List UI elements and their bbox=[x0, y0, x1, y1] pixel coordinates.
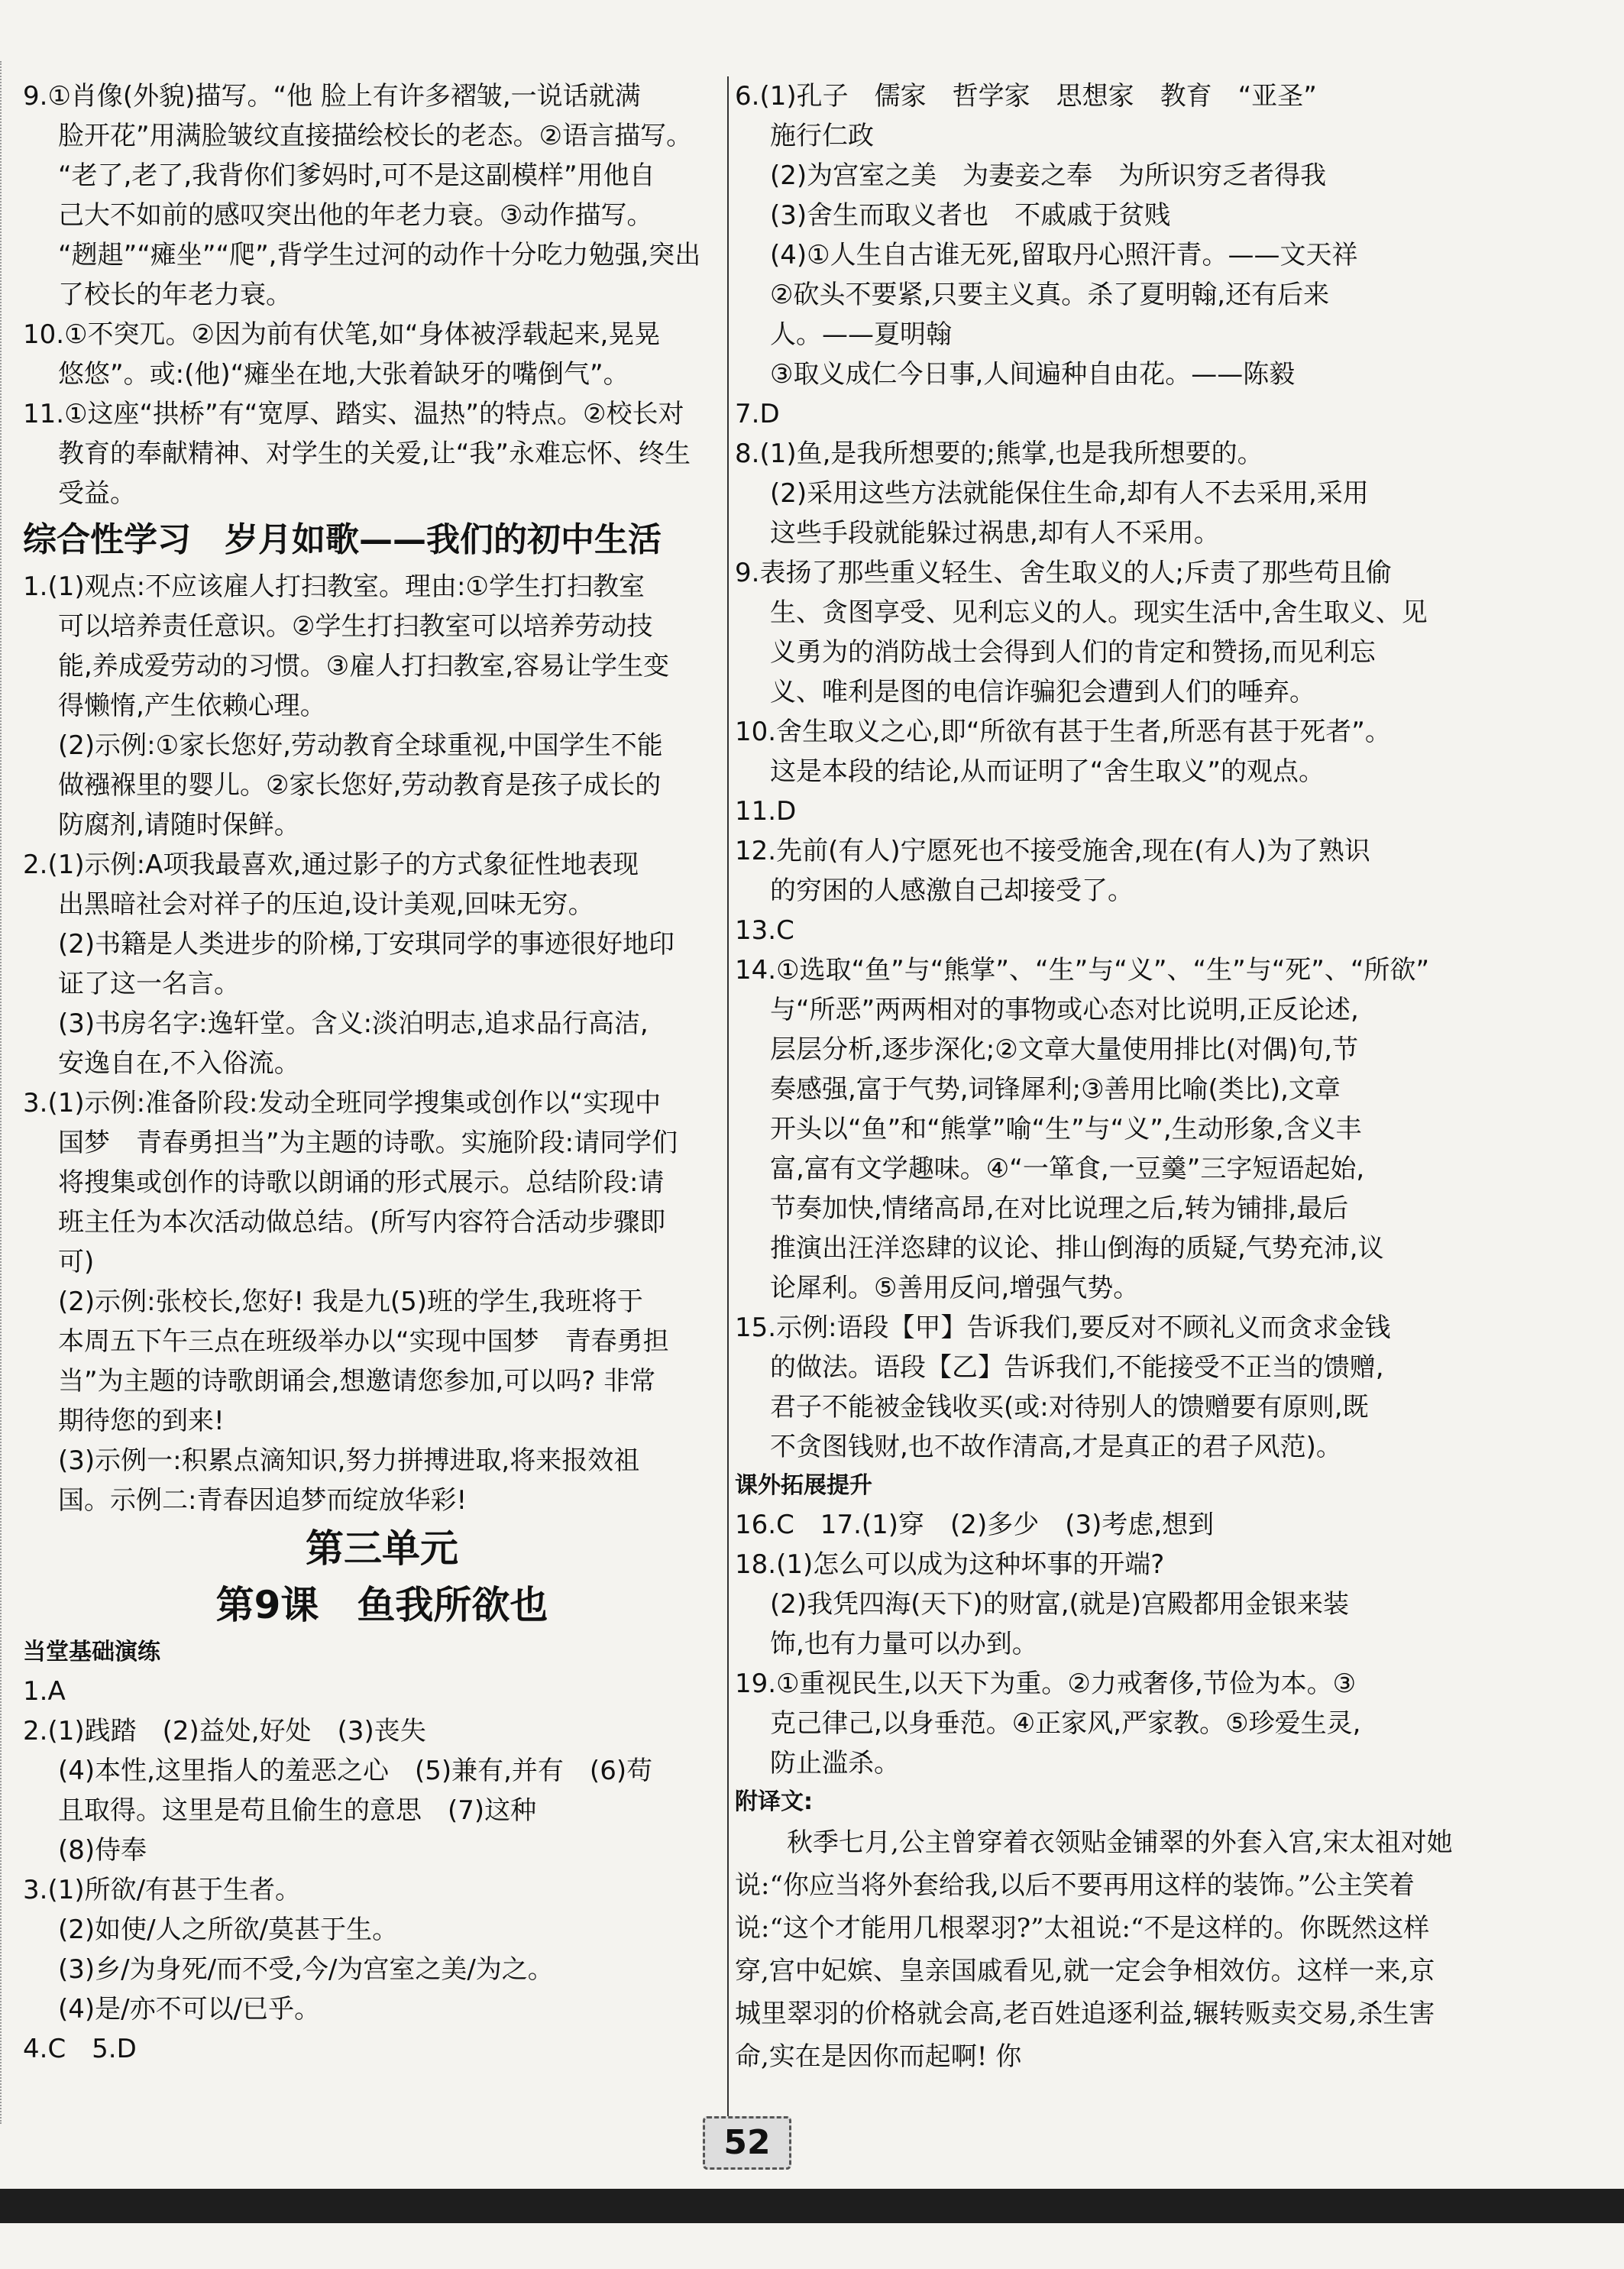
answer-r10 bbox=[735, 712, 1453, 791]
subsection-heading: 当堂基础演练 bbox=[23, 1639, 160, 1665]
answer-r8 bbox=[735, 434, 1453, 553]
text-line: 层层分析,逐步深化;②文章大量使用排比(对偶)句,节 bbox=[770, 1034, 1359, 1065]
text-line: 证了这一名言。 bbox=[58, 969, 240, 999]
text-line: 防止滥杀。 bbox=[770, 1748, 900, 1779]
text-line: 13.C bbox=[735, 915, 794, 946]
answer-r18 bbox=[735, 1545, 1453, 1664]
text-line: 当”为主题的诗歌朗诵会,想邀请您参加,可以吗? 非常 bbox=[58, 1366, 656, 1397]
text-line: 本周五下午三点在班级举办以“实现中国梦 青春勇担 bbox=[58, 1326, 669, 1357]
translation-text: 秋季七月,公主曾穿着衣领贴金铺翠的外套入宫,宋太祖对她说:“你应当将外套给我,以后不要再用这样的装饰。”公主笑着说:“这个才能用几根翠羽?”太祖说:“不是这样的。你既然这样穿,宫中妃嫔、皇亲国戚看见,就一定会争相效仿。这样一来,京城里翠羽的价格就会高,老百姓追逐利益,辗转贩卖交易,杀生害命,实在是因你而起啊! 你 bbox=[735, 1827, 1453, 2072]
text-line: 教育的奉献精神、对学生的关爱,让“我”永难忘怀、终生 bbox=[58, 439, 691, 469]
text-line: 14.①选取“鱼”与“熊掌”、“生”与“义”、“生”与“死”、“所欲” bbox=[735, 955, 1430, 986]
text-line: 开头以“鱼”和“熊掌”喻“生”与“义”,生动形象,含义丰 bbox=[770, 1114, 1362, 1144]
text-line: (2)如使/人之所欲/莫甚于生。 bbox=[58, 1915, 399, 1945]
text-line: (2)采用这些方法就能保住生命,却有人不去采用,采用 bbox=[770, 478, 1369, 509]
text-line: 克己律己,以身垂范。④正家风,严家教。⑤珍爱生灵, bbox=[770, 1708, 1361, 1739]
text-line: 10.舍生取义之心,即“所欲有甚于生者,所恶有甚于死者”。 bbox=[735, 717, 1391, 747]
text-line: (3)书房名字:逸轩堂。含义:淡泊明志,追求品行高洁, bbox=[58, 1008, 649, 1039]
text-line: ②砍头不要紧,只要主义真。杀了夏明翰,还有后来 bbox=[770, 280, 1330, 310]
answer-s3 bbox=[23, 1083, 741, 1520]
text-line: 16.C 17.(1)穿 (2)多少 (3)考虑,想到 bbox=[735, 1510, 1215, 1540]
answer-r15 bbox=[735, 1308, 1453, 1467]
text-line: 能,养成爱劳动的习惯。③雇人打扫教室,容易让学生变 bbox=[58, 651, 670, 681]
text-line: 生、贪图享受、见利忘义的人。现实生活中,舍生取义、见 bbox=[770, 597, 1428, 628]
answer-r6 bbox=[735, 76, 1453, 394]
text-line: 防腐剂,请随时保鲜。 bbox=[58, 810, 300, 840]
text-line: “老了,老了,我背你们爹妈时,可不是这副模样”用他自 bbox=[58, 160, 655, 191]
text-line: 的穷困的人感激自己却接受了。 bbox=[770, 876, 1134, 906]
text-line: 这是本段的结论,从而证明了“舍生取义”的观点。 bbox=[770, 756, 1325, 787]
text-line: 11.D bbox=[735, 796, 797, 827]
text-line: 节奏加快,情绪高昂,在对比说理之后,转为铺排,最后 bbox=[770, 1193, 1349, 1224]
text-line: 7.D bbox=[735, 399, 780, 429]
right-column bbox=[735, 76, 1453, 2078]
text-line: (8)侍奉 bbox=[58, 1835, 147, 1866]
text-line: 与“所恶”两两相对的事物或心态对比说明,正反论述, bbox=[770, 995, 1359, 1025]
text-line: 受益。 bbox=[58, 478, 136, 509]
text-line: 8.(1)鱼,是我所想要的;熊掌,也是我所想要的。 bbox=[735, 439, 1263, 469]
text-line: 18.(1)怎么可以成为这种坏事的开端? bbox=[735, 1549, 1165, 1580]
text-line: (3)示例一:积累点滴知识,努力拼搏进取,将来报效祖 bbox=[58, 1445, 640, 1476]
text-line: 1.A bbox=[23, 1676, 66, 1707]
subsection-heading: 课外拓展提升 bbox=[735, 1472, 872, 1499]
text-line: 奏感强,富于气势,词锋犀利;③善用比喻(类比),文章 bbox=[770, 1074, 1341, 1105]
answer-b3 bbox=[23, 1870, 741, 2029]
text-line: (3)乡/为身死/而不受,今/为宫室之美/为之。 bbox=[58, 1954, 554, 1985]
text-line: (2)书籍是人类进步的阶梯,丁安琪同学的事迹很好地印 bbox=[58, 929, 675, 960]
text-line: 将搜集或创作的诗歌以朗诵的形式展示。总结阶段:请 bbox=[58, 1167, 665, 1198]
answer-r9 bbox=[735, 553, 1453, 712]
answer-q9 bbox=[23, 76, 741, 315]
text-line: 期待您的到来! bbox=[58, 1406, 225, 1436]
answer-q11 bbox=[23, 394, 741, 513]
text-line: 1.(1)观点:不应该雇人打扫教室。理由:①学生打扫教室 bbox=[23, 571, 645, 602]
text-line: 这些手段就能躲过祸患,却有人不采用。 bbox=[770, 518, 1220, 549]
text-line: (2)示例:①家长您好,劳动教育全球重视,中国学生不能 bbox=[58, 730, 663, 761]
bottom-bar bbox=[0, 2189, 1624, 2223]
text-line: 且取得。这里是苟且偷生的意思 (7)这种 bbox=[58, 1795, 537, 1826]
text-line: 脸开花”用满脸皱纹直接描绘校长的老态。②语言描写。 bbox=[58, 121, 693, 151]
text-line: ③取义成仁今日事,人间遍种自由花。——陈毅 bbox=[770, 359, 1296, 390]
text-line: 国。示例二:青春因追梦而绽放华彩! bbox=[58, 1485, 467, 1516]
text-line: 推演出汪洋恣肆的议论、排山倒海的质疑,气势充沛,议 bbox=[770, 1233, 1384, 1264]
text-line: 6.(1)孔子 儒家 哲学家 思想家 教育 “亚圣” bbox=[735, 81, 1317, 112]
text-line: 10.①不突兀。②因为前有伏笔,如“身体被浮载起来,晃晃 bbox=[23, 319, 661, 350]
binding-edge bbox=[0, 61, 8, 2124]
text-line: (2)我凭四海(天下)的财富,(就是)宫殿都用金银来装 bbox=[770, 1589, 1350, 1620]
text-line: 可) bbox=[58, 1247, 95, 1277]
lesson-title: 第9课 鱼我所欲也 bbox=[215, 1583, 548, 1627]
text-line: 的做法。语段【乙】告诉我们,不能接受不正当的馈赠, bbox=[770, 1352, 1384, 1383]
text-line: (2)为宫室之美 为妻妾之奉 为所识穷乏者得我 bbox=[770, 160, 1327, 191]
text-line: 君子不能被金钱收买(或:对待别人的馈赠要有原则,既 bbox=[770, 1392, 1369, 1423]
section-heading: 综合性学习 岁月如歌——我们的初中生活 bbox=[23, 520, 662, 559]
text-line: 做襁褓里的婴儿。②家长您好,劳动教育是孩子成长的 bbox=[58, 770, 662, 801]
text-line: 论犀利。⑤善用反问,增强气势。 bbox=[770, 1273, 1140, 1303]
answer-s2 bbox=[23, 845, 741, 1083]
text-line: 得懒惰,产生依赖心理。 bbox=[58, 691, 326, 721]
text-line: 11.①这座“拱桥”有“宽厚、踏实、温热”的特点。②校长对 bbox=[23, 399, 684, 429]
text-line: 出黑暗社会对祥子的压迫,设计美观,回味无穷。 bbox=[58, 889, 594, 920]
text-line: 己大不如前的感叹突出他的年老力衰。③动作描写。 bbox=[58, 200, 653, 231]
text-line: 班主任为本次活动做总结。(所写内容符合活动步骤即 bbox=[58, 1207, 666, 1238]
text-line: 12.先前(有人)宁愿死也不接受施舍,现在(有人)为了熟识 bbox=[735, 836, 1370, 866]
answer-q10 bbox=[23, 315, 741, 394]
text-line: (4)是/亦不可以/已乎。 bbox=[58, 1994, 321, 2025]
text-line: 富,富有文学趣味。④“一箪食,一豆羹”三字短语起始, bbox=[770, 1154, 1365, 1184]
text-line: 施行仁政 bbox=[770, 121, 874, 151]
text-line: 悠悠”。或:(他)“瘫坐在地,大张着缺牙的嘴倒气”。 bbox=[58, 359, 629, 390]
text-line: 4.C 5.D bbox=[23, 2034, 137, 2064]
text-line: 3.(1)所欲/有甚于生者。 bbox=[23, 1875, 302, 1905]
answer-s1 bbox=[23, 567, 741, 845]
text-line: 9.表扬了那些重义轻生、舍生取义的人;斥责了那些苟且偷 bbox=[735, 558, 1392, 588]
translation-heading: 附译文: bbox=[735, 1788, 813, 1815]
text-line: 义、唯利是图的电信诈骗犯会遭到人们的唾弃。 bbox=[770, 677, 1315, 707]
text-line: 饰,也有力量可以办到。 bbox=[770, 1629, 1038, 1659]
text-line: 15.示例:语段【甲】告诉我们,要反对不顾礼义而贪求金钱 bbox=[735, 1313, 1391, 1343]
text-line: (2)示例:张校长,您好! 我是九(5)班的学生,我班将于 bbox=[58, 1287, 643, 1317]
text-line: 9.①肖像(外貌)描写。“他 脸上有许多褶皱,一说话就满 bbox=[23, 81, 641, 112]
text-line: “趔趄”“瘫坐”“爬”,背学生过河的动作十分吃力勉强,突出 bbox=[58, 240, 701, 270]
text-line: 2.(1)践踏 (2)益处,好处 (3)丧失 bbox=[23, 1716, 426, 1746]
text-line: 19.①重视民生,以天下为重。②力戒奢侈,节俭为本。③ bbox=[735, 1669, 1357, 1699]
answer-r14 bbox=[735, 950, 1453, 1308]
text-line: (4)本性,这里指人的羞恶之心 (5)兼有,并有 (6)苟 bbox=[58, 1756, 653, 1786]
text-line: 人。——夏明翰 bbox=[770, 319, 952, 350]
left-column bbox=[23, 76, 741, 2069]
text-line: 3.(1)示例:准备阶段:发动全班同学搜集或创作以“实现中 bbox=[23, 1088, 662, 1118]
text-line: 了校长的年老力衰。 bbox=[58, 280, 292, 310]
text-line: (4)①人生自古谁无死,留取丹心照汗青。——文天祥 bbox=[770, 240, 1358, 270]
text-line: 可以培养责任意识。②学生打扫教室可以培养劳动技 bbox=[58, 611, 653, 642]
page-number: 52 bbox=[703, 2116, 791, 2170]
answer-r12 bbox=[735, 831, 1453, 911]
text-line: (3)舍生而取义者也 不戚戚于贫贱 bbox=[770, 200, 1171, 231]
text-line: 义勇为的消防战士会得到人们的肯定和赞扬,而见利忘 bbox=[770, 637, 1376, 668]
text-line: 安逸自在,不入俗流。 bbox=[58, 1048, 300, 1079]
text-line: 国梦 青春勇担当”为主题的诗歌。实施阶段:请同学们 bbox=[58, 1128, 678, 1158]
text-line: 不贪图钱财,也不故作清高,才是真正的君子风范)。 bbox=[770, 1432, 1342, 1462]
text-line: 2.(1)示例:A项我最喜欢,通过影子的方式象征性地表现 bbox=[23, 850, 639, 880]
answer-r19 bbox=[735, 1664, 1453, 1783]
unit-title: 第三单元 bbox=[306, 1526, 458, 1571]
answer-b2 bbox=[23, 1711, 741, 1870]
